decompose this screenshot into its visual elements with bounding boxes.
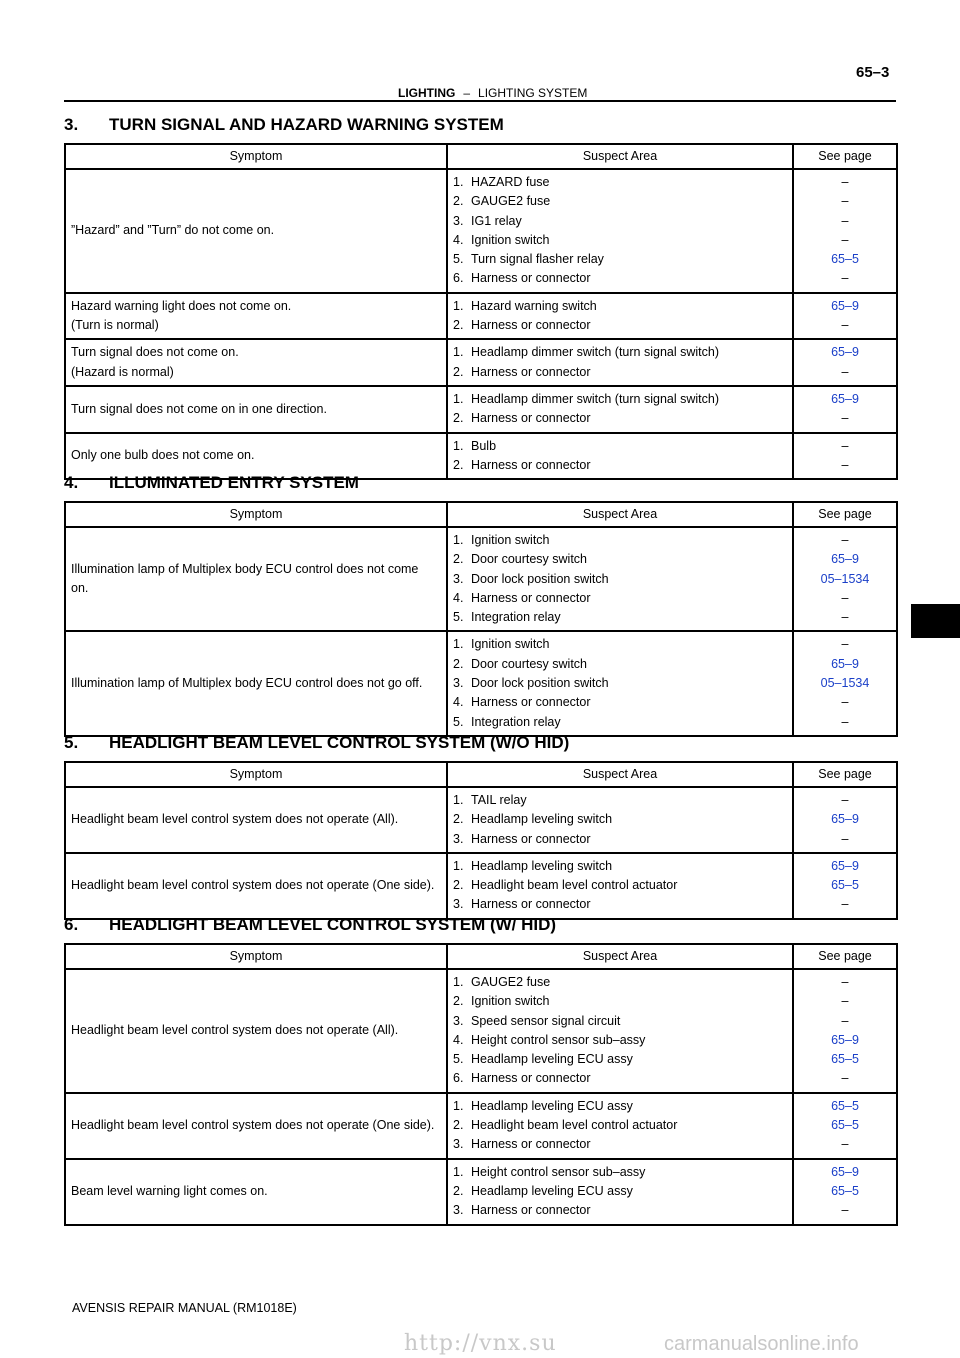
- item-number: 1.: [453, 345, 464, 360]
- item-number: 1.: [453, 175, 464, 189]
- page-reference-link[interactable]: 05–1534: [820, 676, 870, 691]
- see-page-cell: [793, 1159, 897, 1225]
- page-reference: –: [841, 411, 849, 426]
- item-text: GAUGE2 fuse: [471, 194, 551, 209]
- item-text: IG1 relay: [471, 213, 522, 228]
- item-text: Headlamp leveling switch: [471, 858, 613, 873]
- item-text: Harness or connector: [471, 457, 591, 472]
- header-suspect-area: Suspect Area: [447, 944, 793, 969]
- page-reference-link[interactable]: 65–9: [831, 391, 859, 406]
- suspect-area-cell: [447, 1159, 793, 1225]
- item-number: 2.: [453, 411, 464, 426]
- header-suspect-area: Suspect Area: [447, 762, 793, 787]
- item-number: 5.: [453, 610, 464, 625]
- page-reference-link[interactable]: 65–5: [831, 1052, 859, 1067]
- suspect-area-item: [453, 212, 787, 231]
- suspect-area-cell: [447, 339, 793, 386]
- symptom-cell: [65, 787, 447, 853]
- item-text: Door lock position switch: [471, 571, 609, 586]
- page-reference: –: [841, 714, 849, 729]
- item-text: Headlamp leveling ECU assy: [471, 1183, 633, 1198]
- suspect-area-cell: [447, 169, 793, 293]
- see-page-cell: [793, 853, 897, 919]
- suspect-area-item: [453, 1116, 787, 1135]
- see-page-cell: [793, 969, 897, 1093]
- suspect-area-item: [453, 456, 787, 475]
- symptom-text: Only one bulb does not come on.: [71, 448, 255, 463]
- table-row: [65, 293, 897, 340]
- header-symptom: Symptom: [65, 502, 447, 527]
- page-reference: –: [841, 590, 849, 605]
- page-number: 65–3: [856, 64, 890, 81]
- page-reference: –: [841, 994, 849, 1009]
- item-text: Integration relay: [471, 610, 561, 625]
- section-title-text: TURN SIGNAL AND HAZARD WARNING SYSTEM: [109, 115, 504, 134]
- page-reference: –: [841, 271, 849, 286]
- suspect-area-cell: [447, 527, 793, 631]
- suspect-area-item: [453, 1050, 787, 1069]
- item-number: 4.: [453, 232, 464, 247]
- suspect-area-cell: [447, 969, 793, 1093]
- header-rule: [64, 100, 896, 102]
- symptom-cell: [65, 853, 447, 919]
- table-row: [65, 631, 897, 735]
- symptom-text: Hazard warning light does not come on.: [71, 298, 292, 313]
- suspect-area-cell: [447, 433, 793, 480]
- table-row: [65, 969, 897, 1093]
- item-text: Harness or connector: [471, 1137, 591, 1152]
- header-see-page: See page: [793, 944, 897, 969]
- suspect-area-item: [453, 1163, 787, 1182]
- suspect-area-item: [453, 655, 787, 674]
- page-reference-link[interactable]: 65–9: [831, 1032, 859, 1047]
- item-text: Ignition switch: [471, 994, 550, 1009]
- page-reference: –: [841, 897, 849, 912]
- item-number: 1.: [453, 637, 464, 652]
- page-reference-link[interactable]: 65–5: [831, 1118, 859, 1133]
- suspect-area-item: [453, 316, 787, 335]
- page-reference: –: [841, 793, 849, 807]
- item-text: HAZARD fuse: [471, 175, 550, 189]
- item-number: 1.: [453, 391, 464, 406]
- page-reference-link[interactable]: 65–9: [831, 812, 859, 827]
- troubleshooting-table: [64, 761, 898, 920]
- suspect-area-item: [453, 390, 787, 409]
- symptom-cell: [65, 1093, 447, 1159]
- suspect-area-item: [453, 250, 787, 269]
- watermark-site-name: carmanualsonline.info: [664, 1333, 859, 1355]
- page-reference: –: [841, 175, 849, 189]
- symptom-text: Headlight beam level control system does not operate (All).: [71, 812, 399, 827]
- troubleshooting-table: [64, 943, 898, 1226]
- item-text: Hazard warning switch: [471, 298, 597, 313]
- page-reference-link[interactable]: 65–9: [831, 656, 859, 671]
- see-page-cell: [793, 631, 897, 735]
- item-number: 4.: [453, 1032, 464, 1047]
- page-reference-link[interactable]: 65–9: [831, 1164, 859, 1179]
- symptom-text: ”Hazard” and ”Turn” do not come on.: [71, 223, 275, 238]
- table-row: [65, 1093, 897, 1159]
- page-reference: –: [841, 637, 849, 652]
- suspect-area-item: [453, 1012, 787, 1031]
- item-number: 2.: [453, 194, 464, 209]
- item-number: 3.: [453, 1013, 464, 1028]
- running-header: [398, 86, 587, 100]
- symptom-text: Turn signal does not come on.: [71, 345, 239, 360]
- symptom-cell: [65, 969, 447, 1093]
- table-header-row: [65, 944, 897, 969]
- item-text: Height control sensor sub–assy: [471, 1164, 646, 1179]
- page-reference: –: [841, 194, 849, 209]
- section-number: 6.: [64, 915, 79, 934]
- table-row: [65, 1159, 897, 1225]
- symptom-cell: [65, 169, 447, 293]
- item-number: 4.: [453, 695, 464, 710]
- item-text: Harness or connector: [471, 364, 591, 379]
- section-number: 5.: [64, 733, 79, 752]
- item-number: 1.: [453, 1164, 464, 1179]
- suspect-area-item: [453, 1201, 787, 1220]
- table-header-row: [65, 144, 897, 169]
- item-text: Door courtesy switch: [471, 552, 588, 567]
- page-reference-link[interactable]: 65–9: [831, 552, 859, 567]
- item-number: 3.: [453, 676, 464, 691]
- symptom-text: Illumination lamp of Multiplex body ECU control does not go off.: [71, 676, 423, 691]
- page-reference: –: [841, 831, 849, 846]
- suspect-area-item: [453, 674, 787, 693]
- suspect-area-item: [453, 876, 787, 895]
- suspect-area-item: [453, 1135, 787, 1154]
- suspect-area-item: [453, 173, 787, 192]
- suspect-area-item: [453, 693, 787, 712]
- troubleshooting-table: [64, 143, 898, 480]
- page-reference-link[interactable]: 65–9: [831, 298, 859, 313]
- item-text: Integration relay: [471, 714, 561, 729]
- symptom-text: Turn signal does not come on in one direction.: [71, 401, 327, 416]
- suspect-area-item: [453, 810, 787, 829]
- section-number: 3.: [64, 115, 79, 134]
- troubleshooting-table: [64, 501, 898, 737]
- symptom-text: Illumination lamp of Multiplex body ECU control does not come: [71, 561, 419, 576]
- item-text: Harness or connector: [471, 271, 591, 286]
- symptom-text: on.: [71, 581, 89, 596]
- item-number: 3.: [453, 1203, 464, 1218]
- header-see-page: See page: [793, 762, 897, 787]
- page-reference: –: [841, 457, 849, 472]
- header-see-page: See page: [793, 502, 897, 527]
- see-page-cell: [793, 1093, 897, 1159]
- suspect-area-item: [453, 830, 787, 849]
- page-reference: –: [841, 1013, 849, 1028]
- page-reference: –: [841, 438, 849, 453]
- suspect-area-item: [453, 589, 787, 608]
- header-subsection: LIGHTING SYSTEM: [478, 86, 588, 100]
- item-number: 1.: [453, 533, 464, 547]
- page-reference-link[interactable]: 65–5: [831, 1183, 859, 1198]
- footer-manual-name: AVENSIS REPAIR MANUAL (RM1018E): [72, 1301, 297, 1315]
- item-number: 1.: [453, 975, 464, 989]
- symptom-cell: [65, 386, 447, 433]
- item-number: 2.: [453, 878, 464, 893]
- item-text: Headlamp leveling switch: [471, 812, 613, 827]
- see-page-cell: [793, 433, 897, 480]
- table-row: [65, 386, 897, 433]
- table-row: [65, 169, 897, 293]
- suspect-area-cell: [447, 1093, 793, 1159]
- header-symptom: Symptom: [65, 944, 447, 969]
- see-page-cell: [793, 386, 897, 433]
- item-text: Headlight beam level control actuator: [471, 1118, 678, 1133]
- item-text: Headlamp leveling ECU assy: [471, 1052, 633, 1067]
- symptom-text: Beam level warning light comes on.: [71, 1183, 268, 1198]
- see-page-cell: [793, 169, 897, 293]
- suspect-area-item: [453, 1069, 787, 1088]
- item-number: 2.: [453, 812, 464, 827]
- item-number: 2.: [453, 1183, 464, 1198]
- item-text: GAUGE2 fuse: [471, 975, 551, 989]
- page-reference-link[interactable]: 65–5: [831, 252, 859, 267]
- item-text: Turn signal flasher relay: [471, 252, 604, 267]
- section-title-text: ILLUMINATED ENTRY SYSTEM: [109, 473, 359, 492]
- see-page-cell: [793, 527, 897, 631]
- item-text: Headlamp dimmer switch (turn signal switch): [471, 345, 719, 360]
- header-section: LIGHTING: [398, 86, 456, 100]
- suspect-area-cell: [447, 293, 793, 340]
- page-reference: –: [841, 1137, 849, 1152]
- suspect-area-item: [453, 343, 787, 362]
- table-row: [65, 787, 897, 853]
- item-text: Headlamp leveling ECU assy: [471, 1098, 633, 1113]
- suspect-area-item: [453, 857, 787, 876]
- suspect-area-item: [453, 791, 787, 810]
- header-see-page: See page: [793, 144, 897, 169]
- item-text: Speed sensor signal circuit: [471, 1013, 621, 1028]
- table-row: [65, 853, 897, 919]
- item-number: 3.: [453, 1137, 464, 1152]
- symptom-text: (Turn is normal): [71, 318, 159, 333]
- page-reference: –: [841, 1203, 849, 1218]
- watermark-site-link[interactable]: http://vnx.su: [404, 1331, 557, 1356]
- item-text: Ignition switch: [471, 637, 550, 652]
- page-reference: –: [841, 232, 849, 247]
- page-reference: –: [841, 610, 849, 625]
- symptom-text: Headlight beam level control system does not operate (One side).: [71, 1118, 435, 1133]
- page-reference: –: [841, 364, 849, 379]
- suspect-area-cell: [447, 787, 793, 853]
- page-reference-link[interactable]: 65–5: [831, 1098, 859, 1113]
- suspect-area-item: [453, 363, 787, 382]
- page-reference: –: [841, 975, 849, 989]
- suspect-area-item: [453, 409, 787, 428]
- symptom-text: Headlight beam level control system does not operate (One side).: [71, 878, 435, 893]
- item-text: Harness or connector: [471, 590, 591, 605]
- item-number: 6.: [453, 1071, 464, 1086]
- item-number: 1.: [453, 858, 464, 873]
- symptom-cell: [65, 631, 447, 735]
- page-reference-link[interactable]: 05–1534: [820, 571, 870, 586]
- item-text: Harness or connector: [471, 1071, 591, 1086]
- page-reference: –: [841, 213, 849, 228]
- suspect-area-item: [453, 531, 787, 550]
- item-number: 1.: [453, 298, 464, 313]
- header-separator: –: [463, 86, 471, 100]
- suspect-area-cell: [447, 631, 793, 735]
- item-text: Harness or connector: [471, 411, 591, 426]
- page-reference: –: [841, 1071, 849, 1086]
- suspect-area-item: [453, 269, 787, 288]
- page-reference: –: [841, 318, 849, 333]
- page-reference-link[interactable]: 65–5: [831, 878, 859, 893]
- suspect-area-item: [453, 608, 787, 627]
- header-symptom: Symptom: [65, 144, 447, 169]
- item-number: 1.: [453, 793, 464, 807]
- item-number: 5.: [453, 252, 464, 267]
- see-page-cell: [793, 293, 897, 340]
- symptom-cell: [65, 527, 447, 631]
- item-text: Headlight beam level control actuator: [471, 878, 678, 893]
- item-number: 3.: [453, 831, 464, 846]
- suspect-area-item: [453, 1182, 787, 1201]
- section-title-text: HEADLIGHT BEAM LEVEL CONTROL SYSTEM (W/ HID): [109, 915, 557, 934]
- section-title-text: HEADLIGHT BEAM LEVEL CONTROL SYSTEM (W/O HID): [109, 733, 570, 752]
- table-row: [65, 339, 897, 386]
- table-header-row: [65, 762, 897, 787]
- section-title: [64, 473, 359, 493]
- suspect-area-item: [453, 550, 787, 569]
- suspect-area-item: [453, 992, 787, 1011]
- item-text: Harness or connector: [471, 831, 591, 846]
- item-number: 3.: [453, 213, 464, 228]
- item-number: 5.: [453, 714, 464, 729]
- item-number: 2.: [453, 552, 464, 567]
- item-text: Harness or connector: [471, 695, 591, 710]
- item-text: Door lock position switch: [471, 676, 609, 691]
- item-text: Door courtesy switch: [471, 656, 588, 671]
- section-thumb-tab: [911, 604, 960, 638]
- item-number: 2.: [453, 318, 464, 333]
- item-number: 3.: [453, 571, 464, 586]
- see-page-cell: [793, 339, 897, 386]
- suspect-area-item: [453, 713, 787, 732]
- item-number: 1.: [453, 438, 464, 453]
- suspect-area-cell: [447, 386, 793, 433]
- symptom-cell: [65, 1159, 447, 1225]
- symptom-text: (Hazard is normal): [71, 364, 174, 379]
- symptom-text: Headlight beam level control system does not operate (All).: [71, 1023, 399, 1038]
- header-suspect-area: Suspect Area: [447, 144, 793, 169]
- section-title: [64, 915, 556, 935]
- item-text: Headlamp dimmer switch (turn signal switch): [471, 391, 719, 406]
- item-text: Harness or connector: [471, 897, 591, 912]
- suspect-area-item: [453, 437, 787, 456]
- see-page-cell: [793, 787, 897, 853]
- page-reference: –: [841, 533, 849, 547]
- item-number: 4.: [453, 590, 464, 605]
- symptom-cell: [65, 293, 447, 340]
- item-number: 1.: [453, 1098, 464, 1113]
- item-number: 3.: [453, 897, 464, 912]
- suspect-area-item: [453, 297, 787, 316]
- table-row: [65, 527, 897, 631]
- item-number: 2.: [453, 1118, 464, 1133]
- suspect-area-item: [453, 192, 787, 211]
- item-text: Harness or connector: [471, 318, 591, 333]
- page-reference: –: [841, 695, 849, 710]
- table-header-row: [65, 502, 897, 527]
- section-title: [64, 733, 569, 753]
- suspect-area-item: [453, 1031, 787, 1050]
- symptom-cell: [65, 339, 447, 386]
- header-symptom: Symptom: [65, 762, 447, 787]
- item-text: Bulb: [471, 438, 497, 453]
- suspect-area-item: [453, 895, 787, 914]
- header-suspect-area: Suspect Area: [447, 502, 793, 527]
- item-number: 2.: [453, 457, 464, 472]
- suspect-area-item: [453, 570, 787, 589]
- suspect-area-item: [453, 231, 787, 250]
- suspect-area-item: [453, 1097, 787, 1116]
- item-text: Ignition switch: [471, 533, 550, 547]
- item-number: 6.: [453, 271, 464, 286]
- item-text: Harness or connector: [471, 1203, 591, 1218]
- item-text: TAIL relay: [471, 793, 527, 807]
- item-number: 2.: [453, 994, 464, 1009]
- suspect-area-item: [453, 973, 787, 992]
- item-text: Ignition switch: [471, 232, 550, 247]
- section-number: 4.: [64, 473, 79, 492]
- item-number: 2.: [453, 656, 464, 671]
- section-title: [64, 115, 504, 135]
- item-text: Height control sensor sub–assy: [471, 1032, 646, 1047]
- page-reference-link[interactable]: 65–9: [831, 858, 859, 873]
- item-number: 5.: [453, 1052, 464, 1067]
- suspect-area-cell: [447, 853, 793, 919]
- page-reference-link[interactable]: 65–9: [831, 345, 859, 360]
- suspect-area-item: [453, 635, 787, 654]
- item-number: 2.: [453, 364, 464, 379]
